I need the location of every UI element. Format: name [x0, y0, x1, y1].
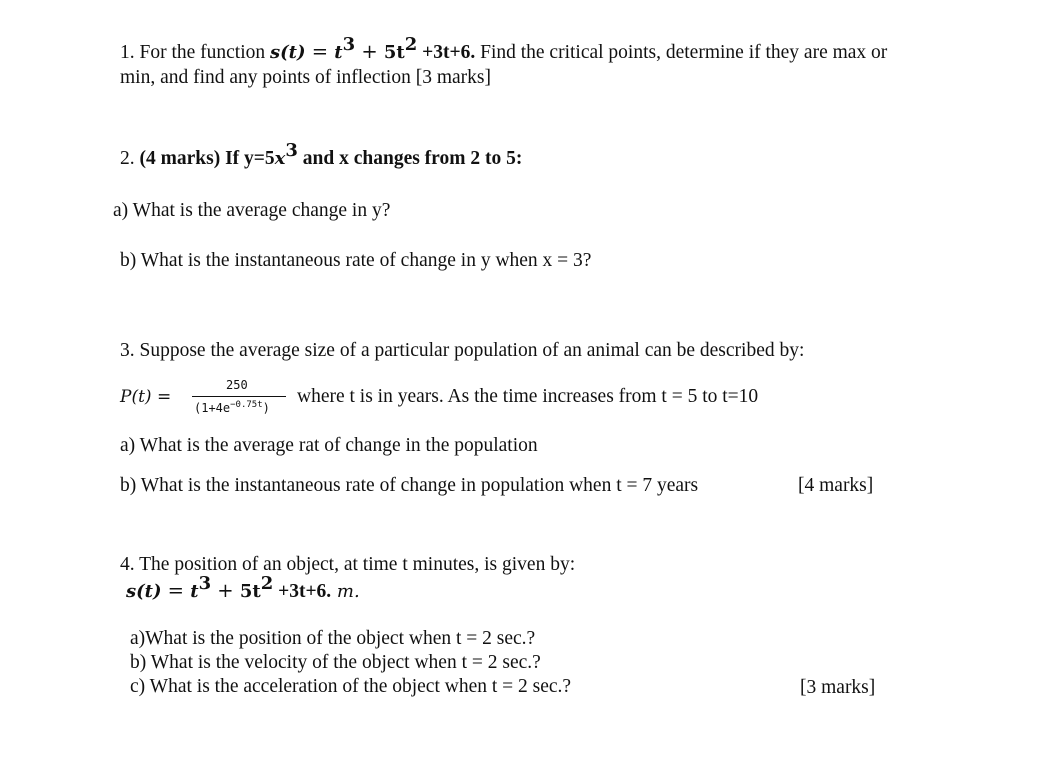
- q1-line1: [120, 34, 888, 65]
- q2-heading: [120, 140, 523, 171]
- q4-formula: [126, 573, 360, 604]
- q1-t3: t: [334, 42, 343, 63]
- q4-func-lhs: s(t): [126, 581, 162, 602]
- q3-part-b: b) What is the instantaneous rate of change in population when t = 7 years: [120, 475, 699, 496]
- q4-eq: =: [161, 579, 191, 602]
- q4-part-c: c) What is the acceleration of the object when t = 2 sec.?: [130, 676, 572, 697]
- q2-part-b: b) What is the instantaneous rate of change in y when x = 3?: [120, 250, 592, 271]
- q3-marks: [4 marks]: [798, 475, 874, 496]
- q1-t2-coef: 5t: [383, 42, 405, 63]
- q3-intro: 3. Suppose the average size of a particular population of an animal can be described by:: [120, 340, 805, 361]
- q4-rest: +3t+6.: [273, 581, 332, 602]
- q3-p-lhs: P(t) =: [120, 387, 172, 407]
- q3-after-fraction: where t is in years. As the time increases from t = 5 to t=10: [297, 386, 759, 407]
- q2-rest: and x changes from 2 to 5:: [297, 148, 523, 169]
- q3-part-a: a) What is the average rat of change in the population: [120, 435, 538, 456]
- q1-text-line1: Find the critical points, determine if they are max or: [475, 42, 888, 63]
- q4-part-b: b) What is the velocity of the object when t = 2 sec.?: [130, 652, 541, 673]
- q4-intro: 4. The position of an object, at time t minutes, is given by:: [120, 554, 576, 575]
- q4-plus: +: [211, 579, 240, 602]
- q1-t2-exp: 2: [404, 34, 418, 55]
- q1-rest: +3t+6.: [417, 42, 476, 63]
- q1-text-line2: min, and find any points of inflection [3 marks]: [120, 67, 491, 88]
- q4-t3: t: [190, 581, 199, 602]
- q3-fraction-bar: [192, 396, 286, 397]
- q3-den-exp: −0.75t: [230, 400, 263, 410]
- q1-eq: =: [305, 40, 335, 63]
- q3-numerator: 250: [226, 378, 248, 392]
- q2-marks: (4 marks) If y=5: [139, 148, 275, 169]
- q1-t3-exp: 3: [342, 34, 356, 55]
- q3-den-close: ): [262, 401, 270, 415]
- q3-denominator: [194, 400, 270, 415]
- q4-t2-exp: 2: [260, 573, 274, 594]
- q1-prefix: 1. For the function: [120, 42, 271, 63]
- q4-marks: [3 marks]: [800, 677, 876, 698]
- q4-part-a: a)What is the position of the object when t = 2 sec.?: [130, 628, 536, 649]
- q2-part-a: a) What is the average change in y?: [113, 200, 391, 221]
- q3-fraction: [190, 376, 290, 416]
- q3-den-base: (1+4e: [194, 401, 231, 415]
- q2-prefix: 2.: [120, 148, 140, 169]
- q1-plus: +: [355, 40, 384, 63]
- q2-x-var: x: [274, 148, 286, 169]
- q1-func-lhs: s(t): [270, 42, 306, 63]
- q4-unit: m.: [331, 581, 360, 602]
- q4-t2-coef: 5t: [239, 581, 261, 602]
- q4-t3-exp: 3: [198, 573, 212, 594]
- q2-x-exp: 3: [285, 140, 298, 161]
